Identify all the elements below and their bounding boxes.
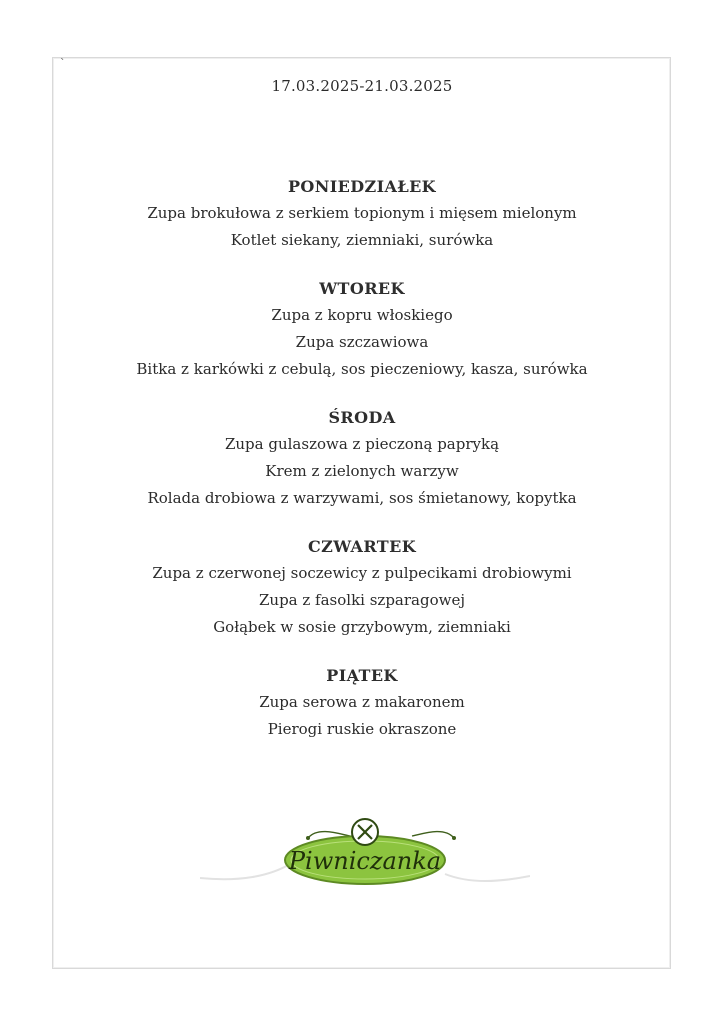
dish-item: Zupa z kopru włoskiego xyxy=(271,306,453,324)
day-title: PONIEDZIAŁEK xyxy=(288,177,436,196)
dish-item: Kotlet siekany, ziemniaki, surówka xyxy=(230,231,494,249)
logo-text: Piwniczanka xyxy=(288,847,442,875)
day-monday xyxy=(0,174,724,254)
dish-item: Zupa brokułowa z serkiem topionym i mięsem mielonym xyxy=(147,204,577,222)
date-range: 17.03.2025-21.03.2025 xyxy=(271,77,453,95)
weekly-menu xyxy=(0,174,724,765)
dish-item: Zupa serowa z makaronem xyxy=(259,693,465,711)
dish-item: Krem z zielonych warzyw xyxy=(265,462,459,480)
day-tuesday xyxy=(0,276,724,383)
day-title: WTOREK xyxy=(319,279,405,298)
dish-item: Zupa szczawiowa xyxy=(295,333,429,351)
day-thursday xyxy=(0,534,724,641)
logo-swoosh-left xyxy=(200,864,290,879)
dish-item: Zupa z czerwonej soczewicy z pulpecikami drobiowymi xyxy=(152,564,572,582)
day-title: PIĄTEK xyxy=(326,666,398,685)
dish-item: Gołąbek w sosie grzybowym, ziemniaki xyxy=(213,618,511,636)
day-friday xyxy=(0,663,724,743)
corner-mark: ` xyxy=(60,57,66,70)
logo-swoosh-right xyxy=(445,874,530,881)
dish-item: Pierogi ruskie okraszone xyxy=(267,720,457,738)
dish-item: Zupa z fasolki szparagowej xyxy=(258,591,465,609)
day-wednesday xyxy=(0,405,724,512)
day-title: CZWARTEK xyxy=(308,537,416,556)
dish-item: Zupa gulaszowa z pieczoną papryką xyxy=(224,435,500,453)
dish-item: Rolada drobiowa z warzywami, sos śmietanowy, kopytka xyxy=(147,489,577,507)
restaurant-logo xyxy=(200,812,530,892)
day-title: ŚRODA xyxy=(328,408,396,427)
dish-item: Bitka z karkówki z cebulą, sos pieczeniowy, kasza, surówka xyxy=(136,360,588,378)
fork-knife-icon xyxy=(352,819,378,845)
